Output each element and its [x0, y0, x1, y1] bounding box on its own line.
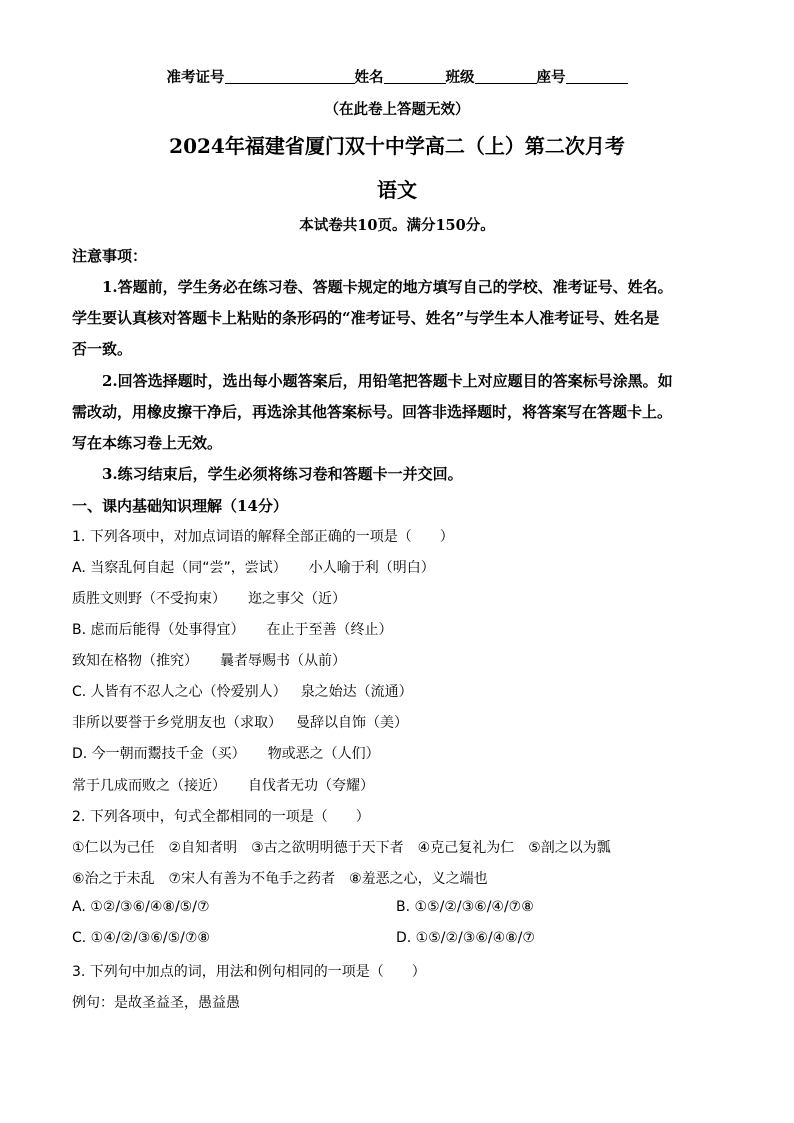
- question-1-stem: 1. 下列各项中，对加点词语的解释全部正确的一项是（ ）: [72, 529, 454, 545]
- q2-option-a[interactable]: A. ①②/③⑥/④⑧/⑤/⑦: [72, 899, 210, 915]
- q1-option-d-line2: [72, 775, 374, 795]
- q3-example: 例句：是故圣益圣，愚益愚: [72, 995, 240, 1011]
- q1-option-b-line2: [72, 650, 346, 670]
- q1-b-part4: 曩者辱赐书（从前）: [220, 653, 346, 669]
- exam-number-blank[interactable]: [225, 68, 355, 84]
- q1-a-part3: 质胜文则野（不受拘束）: [72, 591, 226, 607]
- notes-line: 学生要认真核对答题卡上粘贴的条形码的“准考证号、姓名”与学生本人准考证号、姓名是: [72, 309, 660, 327]
- q1-c-part4: 曼辞以自饰（美）: [296, 715, 408, 731]
- name-blank[interactable]: [384, 68, 446, 84]
- name-label: 姓名: [354, 69, 384, 86]
- q1-option-a-line2: [72, 588, 346, 608]
- q1-option-c[interactable]: [72, 681, 413, 701]
- q1-b-part2: 在止于至善（终止）: [266, 622, 393, 638]
- q1-a-part1: A. 当察乱何自起（同“尝”，尝试）: [72, 560, 287, 576]
- seat-label: 座号: [536, 69, 566, 86]
- q1-option-c-line2: [72, 712, 408, 732]
- q1-c-part1: C. 人皆有不忍人之心（怜爱别人）: [72, 684, 287, 700]
- q1-b-part1: B. 虑而后能得（处事得宜）: [72, 622, 245, 638]
- q2-option-b[interactable]: B. ①⑤/②/③⑥/④/⑦⑧: [396, 899, 534, 915]
- q1-c-part3: 非所以要誉于乡党朋友也（求取）: [72, 715, 282, 731]
- section-heading: 一、课内基础知识理解（14分）: [72, 497, 288, 515]
- q2-items-line1: ①仁以为己任 ②自知者明 ③古之欲明明德于天下者 ④克己复礼为仁 ⑤剖之以为瓢: [72, 840, 611, 856]
- notes-heading: 注意事项：: [72, 247, 148, 265]
- class-label: 班级: [445, 69, 475, 86]
- q1-a-part4: 迩之事父（近）: [248, 591, 346, 607]
- notes-line: 写在本练习卷上无效。: [72, 434, 223, 452]
- invalid-note: （在此卷上答题无效）: [324, 101, 470, 118]
- q1-option-b[interactable]: [72, 619, 393, 639]
- q1-d-part1: D. 今一朝而鬻技千金（买）: [72, 746, 246, 762]
- exam-number-label: 准考证号: [166, 69, 225, 86]
- subject-title: 语文: [377, 178, 417, 202]
- notes-line: 否一致。: [72, 340, 133, 358]
- exam-title: 2024年福建省厦门双十中学高二（上）第二次月考: [169, 134, 625, 158]
- notes-line: 2.回答选择题时，选出每小题答案后，用铅笔把答题卡上对应题目的答案标号涂黑。如: [102, 372, 673, 390]
- q1-b-part3: 致知在格物（推究）: [72, 653, 198, 669]
- question-3-stem: 3. 下列句中加点的词，用法和例句相同的一项是（ ）: [72, 964, 426, 980]
- q2-option-d[interactable]: D. ①⑤/②/③⑥/④⑧/⑦: [396, 930, 535, 946]
- candidate-info-line: [0, 66, 794, 87]
- paper-info: 本试卷共10页。满分150分。: [299, 217, 495, 234]
- seat-blank[interactable]: [566, 68, 628, 84]
- q2-items-line2: ⑥治之于未乱 ⑦宋人有善为不龟手之药者 ⑧羞恶之心，义之端也: [72, 871, 488, 887]
- class-blank[interactable]: [475, 68, 537, 84]
- notes-line: 1.答题前，学生务必在练习卷、答题卡规定的地方填写自己的学校、准考证号、姓名。: [102, 278, 673, 296]
- notes-line: 需改动，用橡皮擦干净后，再选涂其他答案标号。回答非选择题时，将答案写在答题卡上。: [72, 403, 673, 421]
- question-2-stem: 2. 下列各项中，句式全都相同的一项是（ ）: [72, 809, 370, 825]
- q1-option-a[interactable]: [72, 557, 435, 577]
- notes-line: 3.练习结束后，学生必须将练习卷和答题卡一并交回。: [102, 465, 463, 483]
- q1-option-d[interactable]: [72, 743, 380, 763]
- q1-d-part3: 常于几成而败之（接近）: [72, 778, 226, 794]
- q1-d-part2: 物或恶之（人们）: [267, 746, 380, 762]
- q1-c-part2: 泉之始达（流通）: [300, 684, 413, 700]
- q1-a-part2: 小人喻于利（明白）: [308, 560, 435, 576]
- q2-option-c[interactable]: C. ①④/②/③⑥/⑤/⑦⑧: [72, 930, 210, 946]
- q1-d-part4: 自伐者无功（夸耀）: [248, 778, 374, 794]
